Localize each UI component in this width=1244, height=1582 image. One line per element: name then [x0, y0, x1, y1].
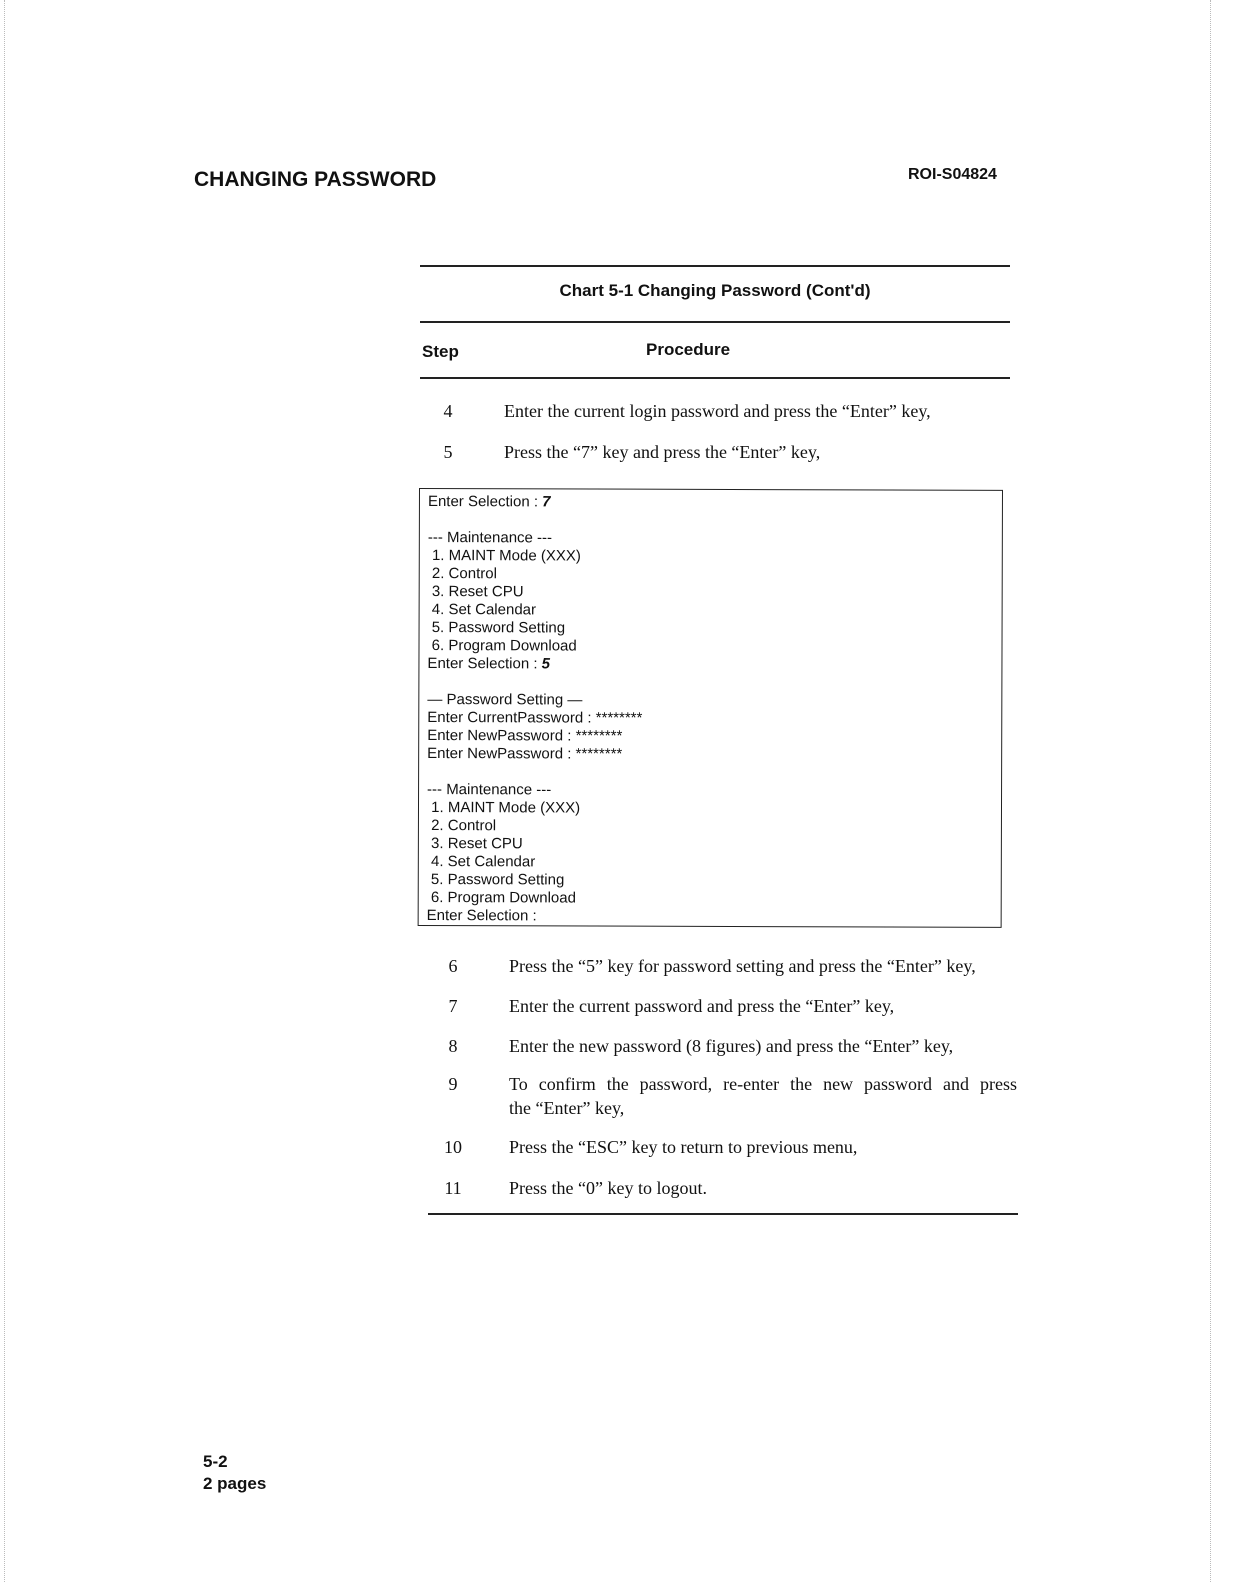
left-scan-edge [4, 0, 5, 1582]
step-number: 9 [448, 1074, 458, 1094]
document-id: ROI-S04824 [908, 166, 997, 183]
step-row [428, 399, 1008, 425]
step-number: 4 [443, 401, 453, 421]
screen-line: 6. Program Download [426, 889, 576, 907]
terminal-screen [418, 488, 1003, 928]
step-number: 11 [444, 1178, 462, 1198]
step-row [433, 954, 1023, 980]
screen-line: 2. Control [427, 565, 497, 583]
step-text: Press the “7” key and press the “Enter” key, [504, 442, 821, 462]
step-number: 10 [444, 1137, 462, 1157]
step-row [433, 1034, 1023, 1060]
step-text: Press the “ESC” key to return to previous menu, [509, 1137, 858, 1157]
screen-line: Enter NewPassword : ******** [427, 745, 623, 763]
step-row [433, 1135, 1023, 1161]
screen-line: 1. MAINT Mode (XXX) [426, 799, 581, 817]
bottom-rule [428, 1213, 1018, 1215]
step-text: Enter the current login password and press the “Enter” key, [504, 401, 931, 421]
screen-line [427, 655, 550, 673]
step-text: Press the “5” key for password setting and press the “Enter” key, [509, 956, 976, 976]
right-scan-edge [1210, 0, 1211, 1582]
step-text: Press the “0” key to logout. [509, 1178, 707, 1198]
page-count: 2 pages [203, 1474, 267, 1493]
step-number: 8 [448, 1036, 458, 1056]
screen-line: 4. Set Calendar [426, 853, 536, 871]
step-number: 6 [448, 956, 458, 976]
page-number: 5-2 [203, 1452, 228, 1471]
step-row [433, 1072, 1023, 1124]
column-header-step: Step [422, 342, 459, 361]
screen-line [428, 493, 551, 511]
screen-input-value: 7 [542, 493, 551, 511]
screen-line: Enter CurrentPassword : ******** [427, 709, 643, 727]
screen-prompt: Enter Selection : [427, 655, 542, 673]
column-header-rule [420, 377, 1010, 379]
step-text: Enter the new password (8 figures) and press the “Enter” key, [509, 1036, 954, 1056]
screen-prompt: Enter Selection : [427, 493, 543, 511]
page-title: CHANGING PASSWORD [194, 168, 437, 191]
screen-line: 3. Reset CPU [427, 583, 524, 601]
step-text: To confirm the password, re-enter the new password and press [509, 1074, 1017, 1094]
screen-line: 5. Password Setting [426, 871, 565, 889]
screen-line: 5. Password Setting [427, 619, 566, 637]
step-text: Enter the current password and press the “Enter” key, [509, 996, 895, 1016]
screen-line: 6. Program Download [427, 637, 577, 655]
step-row [433, 1176, 1023, 1202]
screen-input-value: 5 [541, 655, 551, 673]
screen-line: 1. MAINT Mode (XXX) [427, 547, 581, 565]
column-header-procedure: Procedure [646, 340, 731, 359]
top-rule [420, 265, 1010, 267]
screen-line: 2. Control [426, 817, 497, 835]
screen-line: Enter Selection : [426, 907, 537, 925]
screen-line: --- Maintenance --- [427, 529, 553, 547]
step-row [428, 440, 1008, 466]
screen-line: --- Maintenance --- [427, 781, 552, 799]
screen-line: — Password Setting — [427, 691, 583, 709]
step-number: 5 [443, 442, 453, 462]
step-text-continued: the “Enter” key, [509, 1098, 625, 1118]
chart-title: Chart 5-1 Changing Password (Cont'd) [559, 281, 871, 300]
screen-line: 3. Reset CPU [426, 835, 523, 853]
screen-line: 4. Set Calendar [427, 601, 537, 619]
screen-line: Enter NewPassword : ******** [427, 727, 623, 745]
step-row [433, 994, 1023, 1020]
header-rule [420, 321, 1010, 323]
step-number: 7 [448, 996, 458, 1016]
